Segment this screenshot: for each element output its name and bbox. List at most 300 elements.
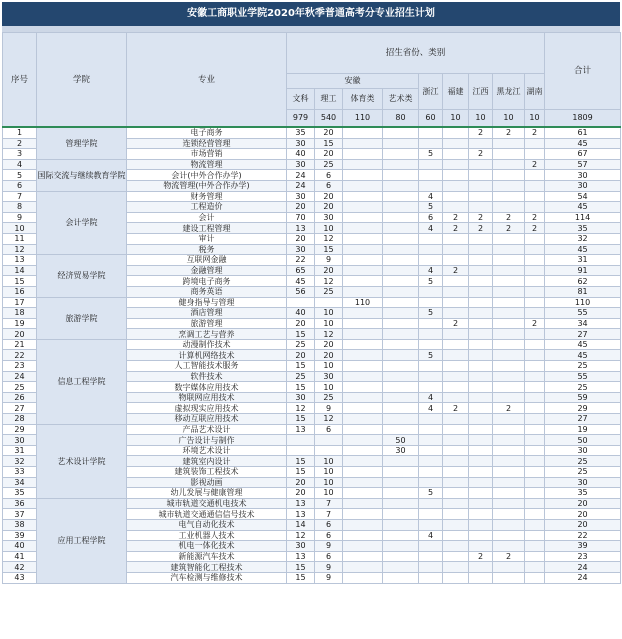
quota-cell [343, 265, 383, 276]
header-index: 序号 [3, 33, 37, 128]
quota-cell [443, 477, 469, 488]
quota-cell [419, 477, 443, 488]
quota-cell [383, 467, 419, 478]
row-total: 19 [545, 424, 621, 435]
quota-cell [469, 276, 493, 287]
row-total: 35 [545, 223, 621, 234]
quota-cell: 4 [419, 530, 443, 541]
quota-cell: 20 [287, 202, 315, 213]
quota-cell: 2 [469, 149, 493, 160]
quota-cell [469, 414, 493, 425]
quota-cell: 2 [493, 212, 525, 223]
quota-cell [419, 286, 443, 297]
quota-cell: 2 [443, 212, 469, 223]
quota-cell [525, 276, 545, 287]
major-name: 物流管理 [127, 159, 287, 170]
quota-cell [419, 318, 443, 329]
quota-cell [343, 392, 383, 403]
quota-cell [469, 180, 493, 191]
row-total: 27 [545, 329, 621, 340]
quota-cell: 25 [315, 392, 343, 403]
quota-cell [469, 392, 493, 403]
quota-cell [383, 562, 419, 573]
row-index: 17 [3, 297, 37, 308]
quota-cell: 7 [315, 498, 343, 509]
row-total: 45 [545, 244, 621, 255]
school-name: 艺术设计学院 [37, 424, 127, 498]
quota-cell [343, 255, 383, 266]
quota-cell: 56 [287, 286, 315, 297]
quota-cell [383, 255, 419, 266]
quota-cell [525, 138, 545, 149]
quota-cell: 2 [525, 212, 545, 223]
quota-cell: 2 [493, 403, 525, 414]
major-name: 互联网金融 [127, 255, 287, 266]
quota-cell: 15 [287, 572, 315, 583]
row-index: 34 [3, 477, 37, 488]
quota-cell [469, 329, 493, 340]
quota-cell [443, 170, 469, 181]
quota-cell: 13 [287, 498, 315, 509]
quota-cell [493, 572, 525, 583]
quota-cell: 10 [315, 223, 343, 234]
quota-cell [343, 488, 383, 499]
major-name: 烹调工艺与营养 [127, 329, 287, 340]
quota-cell: 2 [493, 127, 525, 138]
quota-cell [493, 244, 525, 255]
table-row [3, 498, 621, 509]
row-index: 10 [3, 223, 37, 234]
quota-cell [343, 445, 383, 456]
row-index: 32 [3, 456, 37, 467]
row-total: 25 [545, 361, 621, 372]
quota-cell [443, 127, 469, 138]
quota-cell [443, 202, 469, 213]
quota-cell [343, 519, 383, 530]
row-total: 25 [545, 382, 621, 393]
quota-cell [343, 170, 383, 181]
quota-cell: 110 [343, 297, 383, 308]
quota-cell [287, 435, 315, 446]
quota-cell: 13 [287, 551, 315, 562]
quota-cell [469, 265, 493, 276]
header-major: 专业 [127, 33, 287, 128]
quota-cell [469, 308, 493, 319]
table-row [3, 159, 621, 170]
quota-cell: 5 [419, 488, 443, 499]
quota-cell: 12 [315, 233, 343, 244]
quota-cell [443, 382, 469, 393]
quota-cell: 15 [315, 244, 343, 255]
quota-cell [343, 403, 383, 414]
row-total: 55 [545, 308, 621, 319]
quota-cell [443, 572, 469, 583]
quota-cell [493, 530, 525, 541]
quota-cell [343, 223, 383, 234]
quota-cell: 2 [443, 223, 469, 234]
quota-cell [469, 159, 493, 170]
quota-cell [525, 392, 545, 403]
quota-cell [383, 223, 419, 234]
quota-cell [443, 562, 469, 573]
quota-cell: 13 [287, 424, 315, 435]
quota-cell [493, 498, 525, 509]
quota-cell: 30 [287, 159, 315, 170]
header-col-wenke: 文科 [287, 89, 315, 110]
quota-cell [525, 149, 545, 160]
row-index: 33 [3, 467, 37, 478]
row-index: 36 [3, 498, 37, 509]
quota-cell: 45 [287, 276, 315, 287]
row-total: 23 [545, 551, 621, 562]
row-total: 91 [545, 265, 621, 276]
enrollment-table [2, 32, 621, 584]
quota-cell [383, 318, 419, 329]
quota-cell: 15 [287, 329, 315, 340]
quota-cell: 24 [287, 170, 315, 181]
quota-cell [493, 488, 525, 499]
column-total: 110 [343, 110, 383, 128]
quota-cell: 6 [315, 170, 343, 181]
quota-cell: 30 [315, 371, 343, 382]
header-total: 合计 [545, 33, 621, 110]
row-index: 29 [3, 424, 37, 435]
quota-cell [343, 551, 383, 562]
quota-cell: 20 [315, 127, 343, 138]
quota-cell [443, 191, 469, 202]
quota-cell [383, 392, 419, 403]
row-index: 35 [3, 488, 37, 499]
quota-cell: 7 [315, 509, 343, 520]
quota-cell [525, 297, 545, 308]
row-total: 50 [545, 435, 621, 446]
major-name: 软件技术 [127, 371, 287, 382]
quota-cell [443, 149, 469, 160]
quota-cell: 10 [315, 361, 343, 372]
school-name: 经济贸易学院 [37, 255, 127, 297]
quota-cell: 10 [315, 382, 343, 393]
row-total: 59 [545, 392, 621, 403]
quota-cell: 12 [315, 329, 343, 340]
quota-cell [469, 530, 493, 541]
quota-cell [343, 361, 383, 372]
quota-cell [493, 467, 525, 478]
quota-cell: 15 [287, 382, 315, 393]
quota-cell: 20 [287, 488, 315, 499]
quota-cell [343, 498, 383, 509]
quota-cell [343, 127, 383, 138]
major-name: 工业机器人技术 [127, 530, 287, 541]
column-total: 10 [443, 110, 469, 128]
quota-cell [419, 180, 443, 191]
quota-cell [443, 180, 469, 191]
quota-cell [493, 371, 525, 382]
quota-cell [443, 138, 469, 149]
row-index: 42 [3, 562, 37, 573]
row-total: 39 [545, 541, 621, 552]
quota-cell: 13 [287, 223, 315, 234]
row-index: 13 [3, 255, 37, 266]
quota-cell: 12 [315, 414, 343, 425]
quota-cell: 9 [315, 562, 343, 573]
row-index: 38 [3, 519, 37, 530]
quota-cell [469, 435, 493, 446]
quota-cell [419, 551, 443, 562]
quota-cell: 20 [287, 318, 315, 329]
quota-cell: 5 [419, 149, 443, 160]
quota-cell: 2 [443, 403, 469, 414]
quota-cell [493, 350, 525, 361]
quota-cell [443, 329, 469, 340]
header-col-jiangxi: 江西 [469, 74, 493, 110]
major-name: 建筑智能化工程技术 [127, 562, 287, 573]
quota-cell [443, 361, 469, 372]
quota-cell [469, 361, 493, 372]
quota-cell [469, 498, 493, 509]
row-index: 3 [3, 149, 37, 160]
quota-cell [383, 138, 419, 149]
quota-cell: 20 [315, 202, 343, 213]
row-total: 22 [545, 530, 621, 541]
quota-cell [343, 350, 383, 361]
quota-cell [343, 456, 383, 467]
quota-cell [525, 572, 545, 583]
row-index: 26 [3, 392, 37, 403]
quota-cell: 65 [287, 265, 315, 276]
row-index: 24 [3, 371, 37, 382]
quota-cell: 40 [287, 308, 315, 319]
row-index: 31 [3, 445, 37, 456]
quota-cell: 2 [525, 127, 545, 138]
quota-cell [383, 308, 419, 319]
quota-cell: 2 [469, 551, 493, 562]
major-name: 汽车检测与维修技术 [127, 572, 287, 583]
quota-cell [383, 488, 419, 499]
row-index: 30 [3, 435, 37, 446]
quota-cell [443, 435, 469, 446]
quota-cell [469, 371, 493, 382]
school-name: 会计学院 [37, 191, 127, 255]
row-total: 20 [545, 519, 621, 530]
quota-cell [383, 339, 419, 350]
quota-cell: 6 [315, 180, 343, 191]
quota-cell [493, 329, 525, 340]
quota-cell [493, 382, 525, 393]
quota-cell [469, 202, 493, 213]
row-total: 61 [545, 127, 621, 138]
table-body [3, 127, 621, 583]
column-total: 10 [525, 110, 545, 128]
quota-cell: 10 [315, 456, 343, 467]
quota-cell: 50 [383, 435, 419, 446]
school-name: 旅游学院 [37, 297, 127, 339]
quota-cell [343, 180, 383, 191]
row-total: 27 [545, 414, 621, 425]
quota-cell [343, 509, 383, 520]
row-index: 1 [3, 127, 37, 138]
quota-cell [443, 414, 469, 425]
quota-cell [443, 255, 469, 266]
header-col-zhejiang: 浙江 [419, 74, 443, 110]
quota-cell [343, 318, 383, 329]
quota-cell: 5 [419, 276, 443, 287]
quota-cell [419, 445, 443, 456]
header-anhui: 安徽 [287, 74, 419, 89]
quota-cell: 4 [419, 392, 443, 403]
row-total: 30 [545, 170, 621, 181]
quota-cell [383, 170, 419, 181]
quota-cell [315, 445, 343, 456]
row-total: 24 [545, 572, 621, 583]
quota-cell [443, 541, 469, 552]
row-total: 25 [545, 467, 621, 478]
quota-cell [525, 551, 545, 562]
quota-cell: 30 [383, 445, 419, 456]
school-name: 应用工程学院 [37, 498, 127, 583]
quota-cell [525, 244, 545, 255]
quota-cell [469, 350, 493, 361]
quota-cell [525, 541, 545, 552]
row-index: 16 [3, 286, 37, 297]
quota-cell [525, 265, 545, 276]
quota-cell [419, 233, 443, 244]
major-name: 动漫制作技术 [127, 339, 287, 350]
quota-cell [419, 467, 443, 478]
quota-cell [525, 255, 545, 266]
quota-cell: 15 [315, 138, 343, 149]
school-name: 信息工程学院 [37, 339, 127, 424]
quota-cell [443, 424, 469, 435]
quota-cell [493, 276, 525, 287]
row-index: 23 [3, 361, 37, 372]
quota-cell [469, 297, 493, 308]
quota-cell: 13 [287, 509, 315, 520]
quota-cell [525, 467, 545, 478]
row-index: 37 [3, 509, 37, 520]
quota-cell [419, 498, 443, 509]
row-index: 15 [3, 276, 37, 287]
quota-cell [419, 382, 443, 393]
major-name: 建筑室内设计 [127, 456, 287, 467]
quota-cell [315, 297, 343, 308]
row-total: 31 [545, 255, 621, 266]
quota-cell [493, 361, 525, 372]
quota-cell [493, 202, 525, 213]
quota-cell [383, 127, 419, 138]
quota-cell [383, 202, 419, 213]
quota-cell [493, 435, 525, 446]
quota-cell: 6 [419, 212, 443, 223]
quota-cell [493, 477, 525, 488]
quota-cell [383, 477, 419, 488]
quota-cell [383, 329, 419, 340]
quota-cell: 2 [469, 127, 493, 138]
row-index: 18 [3, 308, 37, 319]
quota-cell [493, 233, 525, 244]
row-total: 45 [545, 202, 621, 213]
quota-cell: 20 [315, 191, 343, 202]
quota-cell [493, 297, 525, 308]
quota-cell [469, 541, 493, 552]
quota-cell [383, 456, 419, 467]
quota-cell [343, 138, 383, 149]
quota-cell [287, 297, 315, 308]
header-col-hunan: 湖南 [525, 74, 545, 110]
quota-cell: 2 [443, 318, 469, 329]
column-total: 540 [315, 110, 343, 128]
quota-cell [383, 149, 419, 160]
row-total: 54 [545, 191, 621, 202]
quota-cell [383, 371, 419, 382]
major-name: 幼儿发展与健康管理 [127, 488, 287, 499]
quota-cell [343, 329, 383, 340]
row-total: 32 [545, 233, 621, 244]
quota-cell: 30 [287, 541, 315, 552]
major-name: 市场营销 [127, 149, 287, 160]
quota-cell: 20 [287, 477, 315, 488]
row-index: 41 [3, 551, 37, 562]
quota-cell [525, 403, 545, 414]
row-index: 27 [3, 403, 37, 414]
quota-cell [343, 149, 383, 160]
quota-cell [525, 361, 545, 372]
quota-cell [383, 244, 419, 255]
school-name: 管理学院 [37, 127, 127, 159]
row-total: 25 [545, 456, 621, 467]
row-index: 9 [3, 212, 37, 223]
quota-cell [443, 286, 469, 297]
quota-cell: 2 [443, 265, 469, 276]
row-total: 34 [545, 318, 621, 329]
quota-cell [525, 170, 545, 181]
quota-cell [469, 488, 493, 499]
quota-cell [383, 297, 419, 308]
quota-cell: 5 [419, 202, 443, 213]
quota-cell [493, 562, 525, 573]
quota-cell: 12 [315, 276, 343, 287]
quota-cell [469, 244, 493, 255]
row-total: 45 [545, 138, 621, 149]
row-index: 7 [3, 191, 37, 202]
quota-cell [525, 414, 545, 425]
major-name: 审计 [127, 233, 287, 244]
quota-cell [443, 233, 469, 244]
quota-cell [493, 318, 525, 329]
quota-cell [343, 414, 383, 425]
major-name: 移动互联应用技术 [127, 414, 287, 425]
major-name: 机电一体化技术 [127, 541, 287, 552]
row-total: 30 [545, 477, 621, 488]
quota-cell [343, 244, 383, 255]
header-col-ligong: 理工 [315, 89, 343, 110]
quota-cell [443, 488, 469, 499]
major-name: 电子商务 [127, 127, 287, 138]
quota-cell [443, 498, 469, 509]
quota-cell [443, 350, 469, 361]
quota-cell [493, 149, 525, 160]
quota-cell: 20 [315, 350, 343, 361]
quota-cell: 2 [469, 212, 493, 223]
quota-cell [419, 339, 443, 350]
quota-cell [383, 551, 419, 562]
row-index: 11 [3, 233, 37, 244]
quota-cell [443, 551, 469, 562]
quota-cell [525, 202, 545, 213]
quota-cell [383, 382, 419, 393]
quota-cell [419, 170, 443, 181]
quota-cell [343, 562, 383, 573]
page-title: 安徽工商职业学院2020年秋季普通高考分专业招生计划 [2, 2, 620, 26]
